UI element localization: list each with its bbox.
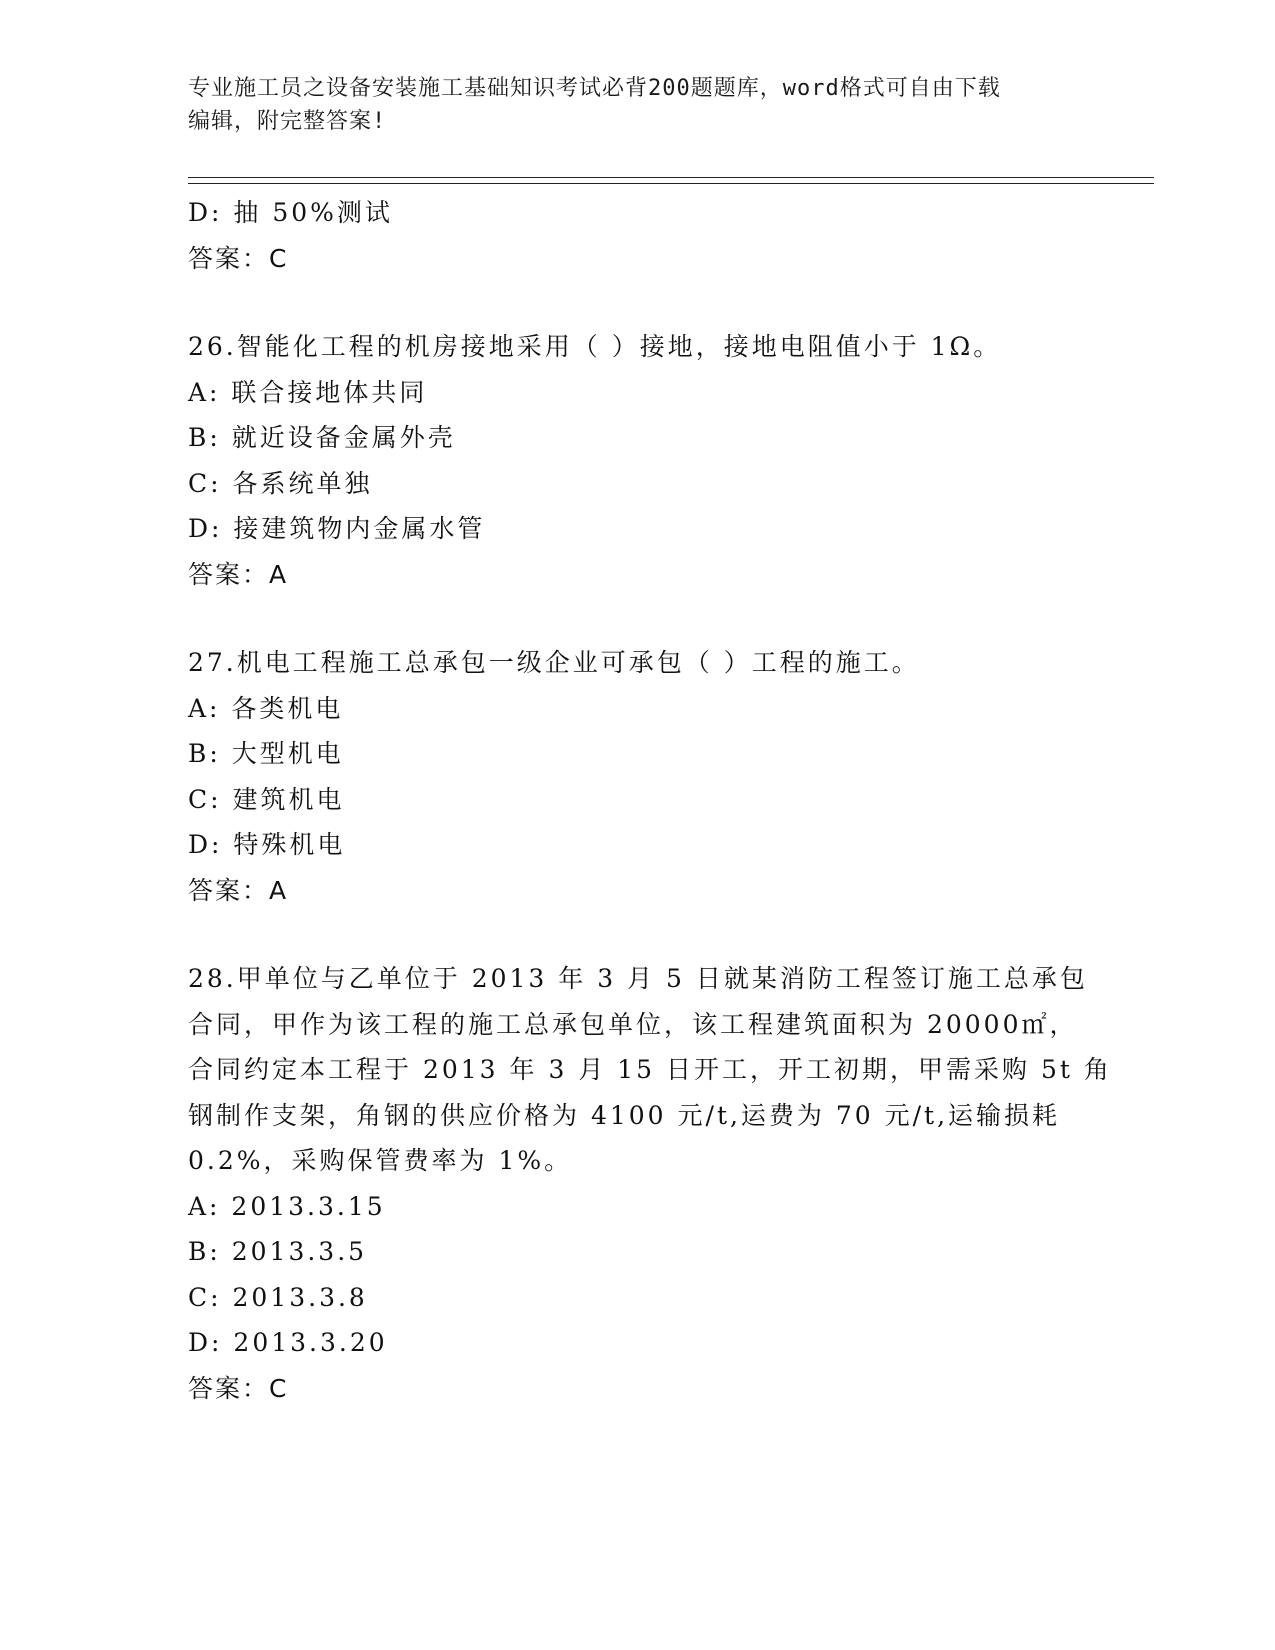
prev-question-answer: 答案：C xyxy=(188,243,289,273)
question-answer: 答案：A xyxy=(188,559,289,589)
question-stem: 27.机电工程施工总承包一级企业可承包（ ）工程的施工。 xyxy=(188,648,920,677)
header-title-line-1: 专业施工员之设备安装施工基础知识考试必背200题题库，word格式可自由下载 xyxy=(188,76,1001,101)
question-28 xyxy=(188,956,1112,1411)
question-answer: 答案：C xyxy=(188,1373,289,1403)
question-stem-line-1: 28.甲单位与乙单位于 2013 年 3 月 5 日就某消防工程签订施工总承包 xyxy=(188,964,1088,993)
spacer xyxy=(188,597,1088,640)
question-content xyxy=(188,190,1112,1411)
spacer xyxy=(188,913,1088,956)
option-c: C: 建筑机电 xyxy=(188,784,345,814)
question-stem: 26.智能化工程的机房接地采用（ ）接地，接地电阻值小于 1Ω。 xyxy=(188,332,1002,361)
option-d: D: 特殊机电 xyxy=(188,830,346,859)
option-c: C: 2013.3.8 xyxy=(188,1282,368,1312)
question-stem-line-2: 合同，甲作为该工程的施工总承包单位，该工程建筑面积为 20000㎡， xyxy=(188,1009,1078,1039)
question-stem-line-4: 钢制作支架，角钢的供应价格为 4100 元/t,运费为 70 元/t,运输损耗 xyxy=(188,1100,1061,1130)
option-d: D: 2013.3.20 xyxy=(188,1328,388,1357)
option-c: C: 各系统单独 xyxy=(188,468,373,498)
question-stem-line-3: 合同约定本工程于 2013 年 3 月 15 日开工，开工初期，甲需采购 5t 角 xyxy=(188,1055,1112,1084)
option-a: A: 联合接地体共同 xyxy=(188,377,428,407)
option-d: D: 接建筑物内金属水管 xyxy=(188,514,486,543)
prev-question-option-d: D: 抽 50%测试 xyxy=(188,198,393,227)
question-stem-line-5: 0.2%，采购保管费率为 1%。 xyxy=(188,1146,573,1175)
option-a: A: 各类机电 xyxy=(188,693,344,723)
option-b: B: 2013.3.5 xyxy=(188,1237,368,1266)
option-b: B: 就近设备金属外壳 xyxy=(188,423,456,452)
option-b: B: 大型机电 xyxy=(188,739,344,768)
question-answer: 答案：A xyxy=(188,875,289,905)
question-26 xyxy=(188,324,1088,597)
question-27 xyxy=(188,640,1088,913)
header-divider-bottom xyxy=(188,183,1154,184)
header-divider-top xyxy=(188,177,1154,178)
document-header xyxy=(188,72,1088,138)
spacer xyxy=(188,281,1088,324)
header-title-line-2: 编辑，附完整答案! xyxy=(188,109,387,134)
option-a: A: 2013.3.15 xyxy=(188,1191,386,1221)
